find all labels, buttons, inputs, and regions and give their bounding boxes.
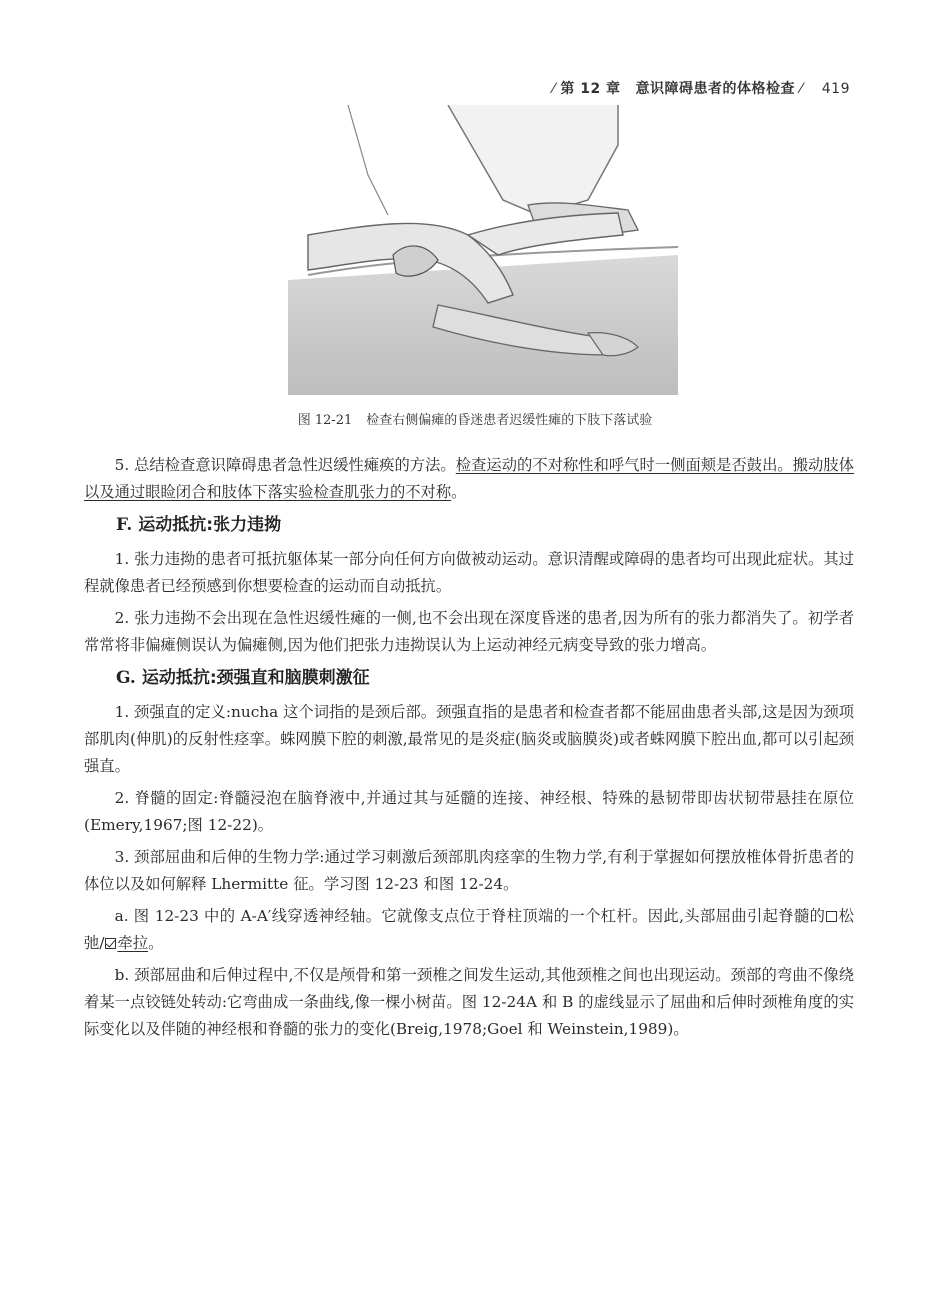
section-g-paragraph-1: 1. 颈强直的定义:nucha 这个词指的是颈后部。颈强直指的是患者和检查者都不能屈曲患者头部,这是因为颈项部肌肉(伸肌)的反射性痉挛。蛛网膜下腔的刺激,最常见的是炎症(脑炎或脑膜炎)或者蛛网膜下腔出血,都可以引起颈强直。 xyxy=(84,703,854,775)
section-g-paragraph-a: a. 图 12-23 中的 A-A′线穿透神经轴。它就像支点位于脊柱顶端的一个杠杆。因此,头部屈曲引起脊髓的 松弛/ 牵拉。 xyxy=(84,907,854,952)
item-5-answer: 检查运动的不对称性和呼气时一侧面颊是否鼓出。搬动肢体以及通过眼睑闭合和肢体下落实验检查肌张力的不对称 xyxy=(84,456,854,501)
section-g-heading: G. 运动抵抗:颈强直和脑膜刺激征 xyxy=(116,668,370,688)
figure-label: 图 12-21 xyxy=(297,413,353,428)
body-text xyxy=(84,452,854,1048)
chapter-number: 第 12 章 xyxy=(560,81,621,97)
page-number: 419 xyxy=(821,81,850,97)
option-stretch: 牵拉 xyxy=(117,934,149,952)
section-f-paragraph-1: 1. 张力违拗的患者可抵抗躯体某一部分向任何方向做被动运动。意识清醒或障碍的患者均可出现此症状。其过程就像患者已经预感到你想要检查的运动而自动抵抗。 xyxy=(84,550,854,595)
figure-illustration xyxy=(288,105,678,395)
leg-drop-test-drawing xyxy=(288,105,678,395)
option-relax: 松弛 xyxy=(84,907,854,952)
checkbox-checked[interactable] xyxy=(105,938,116,949)
section-g-paragraph-3: 3. 颈部屈曲和后伸的生物力学:通过学习刺激后颈部肌肉痉挛的生物力学,有利于掌握如何摆放椎体骨折患者的体位以及如何解释 Lhermitte 征。学习图 12-23 和图 12-24。 xyxy=(84,848,854,893)
figure-caption xyxy=(0,409,950,428)
chapter-title: 意识障碍患者的体格检查 xyxy=(635,81,796,97)
section-f-heading: F. 运动抵抗:张力违拗 xyxy=(116,515,282,535)
section-g-paragraph-b: b. 颈部屈曲和后伸过程中,不仅是颅骨和第一颈椎之间发生运动,其他颈椎之间也出现运动。颈部的弯曲不像绕着某一点铰链处转动:它弯曲成一条曲线,像一棵小树苗。图 12-24A 和 B 的虚线显示了屈曲和后伸时颈椎角度的实际变化以及伴随的神经根和脊髓的张力的变化(Breig,1978;Goel 和 Weinstein,1989)。 xyxy=(84,966,854,1038)
checkbox-empty[interactable] xyxy=(826,911,837,922)
section-g-paragraph-2: 2. 脊髓的固定:脊髓浸泡在脑脊液中,并通过其与延髓的连接、神经根、特殊的悬韧带即齿状韧带悬挂在原位(Emery,1967;图 12-22)。 xyxy=(84,789,854,834)
figure-caption-text: 检查右侧偏瘫的昏迷患者迟缓性瘫的下肢下落试验 xyxy=(366,413,653,428)
section-f-paragraph-2: 2. 张力违拗不会出现在急性迟缓性瘫的一侧,也不会出现在深度昏迷的患者,因为所有的张力都消失了。初学者常常将非偏瘫侧误认为偏瘫侧,因为他们把张力违拗误认为上运动神经元病变导致的张力增高。 xyxy=(84,609,854,654)
item-5: 5. 总结检查意识障碍患者急性迟缓性瘫痪的方法。检查运动的不对称性和呼气时一侧面颊是否鼓出。搬动肢体以及通过眼睑闭合和肢体下落实验检查肌张力的不对称。 xyxy=(84,456,854,501)
running-header: ⁄ 第 12 章 意识障碍患者的体格检查 ⁄ 419 xyxy=(552,81,850,97)
